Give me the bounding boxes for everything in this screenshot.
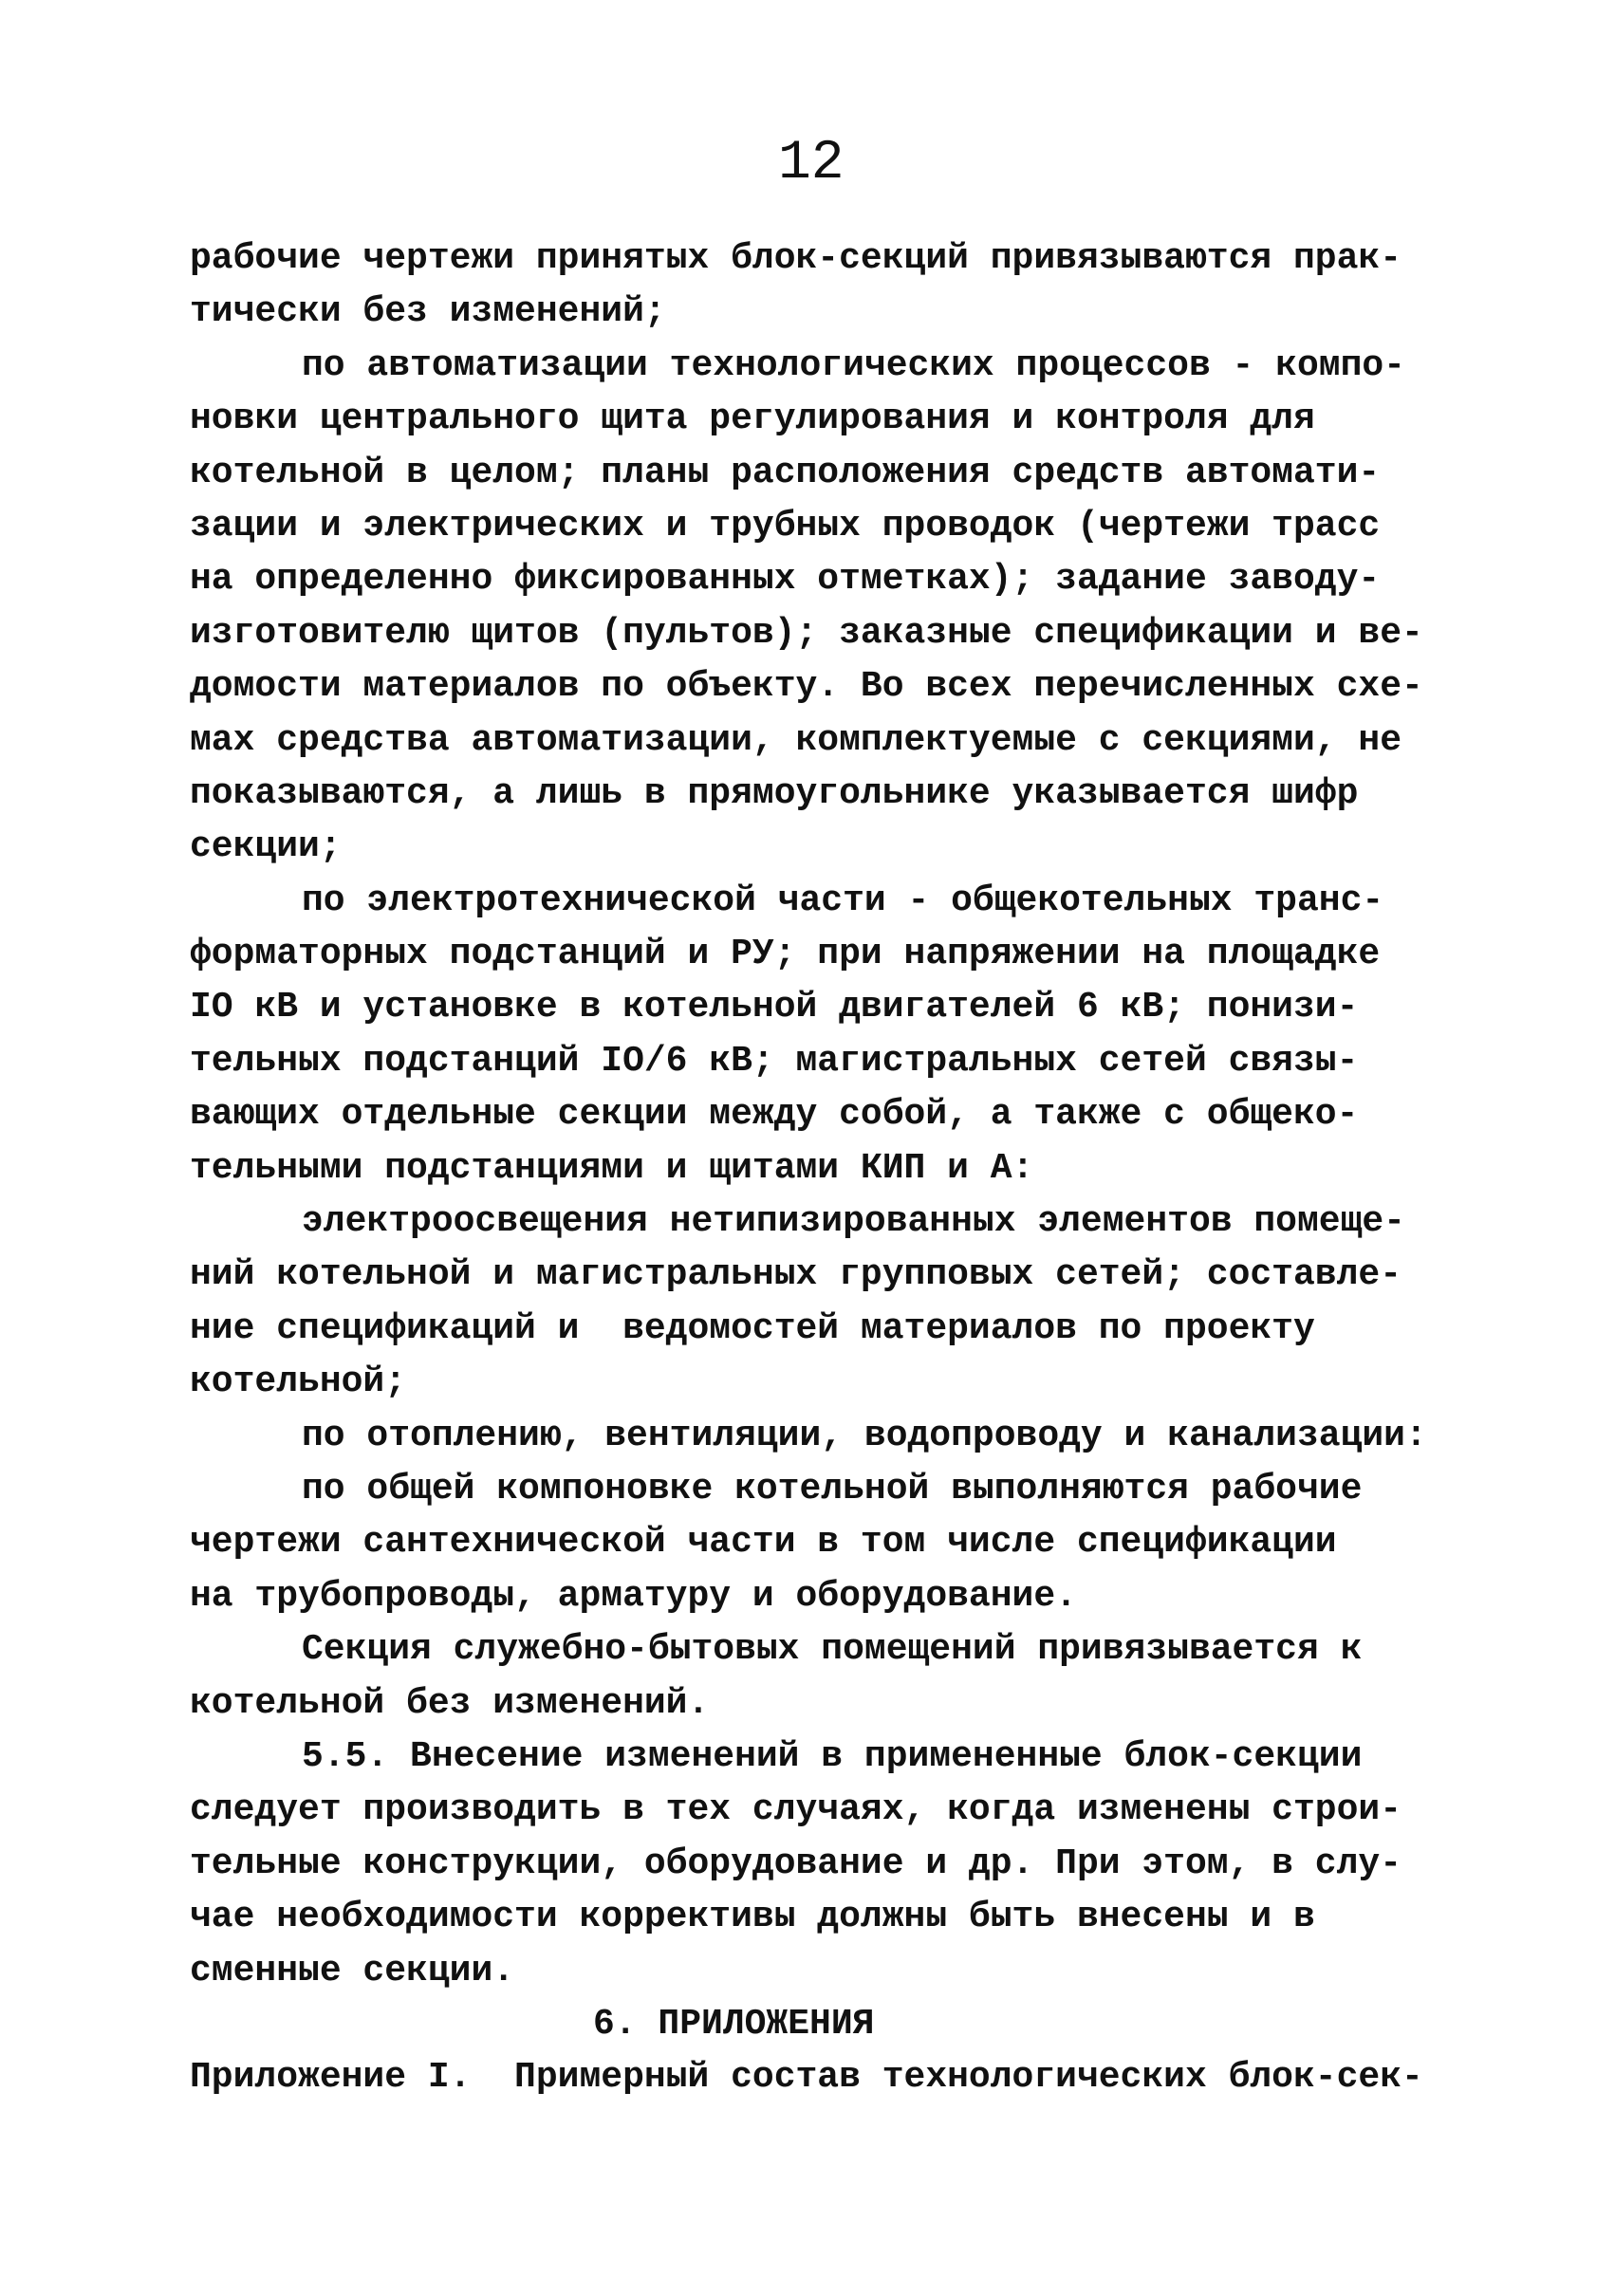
text-line: ний котельной и магистральных групповых сетей; составле-: [190, 1254, 1402, 1296]
text-line: тически без изменений;: [190, 291, 666, 333]
text-line: по автоматизации технологических процессов - компо-: [302, 344, 1405, 386]
text-line: следует производить в тех случаях, когда изменены строи-: [190, 1789, 1402, 1831]
text-line: вающих отдельные секции между собой, а также с общеко-: [190, 1094, 1359, 1136]
text-line: на трубопроводы, арматуру и оборудование.: [190, 1575, 1077, 1617]
text-line: чертежи сантехнической части в том числе спецификации: [190, 1522, 1337, 1564]
text-line: изготовителю щитов (пультов); заказные спецификации и ве-: [190, 612, 1423, 654]
text-line: котельной без изменений.: [190, 1682, 710, 1724]
text-line: электроосвещения нетипизированных элементов помеще-: [302, 1201, 1405, 1243]
text-line: котельной;: [190, 1361, 407, 1403]
text-line: по общей компоновке котельной выполняются рабочие: [302, 1468, 1363, 1509]
text-line: показываются, а лишь в прямоугольнике указывается шифр: [190, 772, 1359, 814]
text-line: Секция служебно-бытовых помещений привязывается к: [302, 1629, 1363, 1671]
text-line: секции;: [190, 826, 342, 868]
text-line: 5.5. Внесение изменений в примененные блок-секции: [302, 1735, 1363, 1777]
text-line: по электротехнической части - общекотельных транс-: [302, 880, 1384, 921]
text-line: тельных подстанций IO/6 кВ; магистральных сетей связы-: [190, 1040, 1359, 1082]
text-line: рабочие чертежи принятых блок-секций привязываются прак-: [190, 238, 1402, 279]
text-line: мах средства автоматизации, комплектуемые с секциями, не: [190, 719, 1402, 761]
text-line: IO кВ и установке в котельной двигателей 6 кВ; понизи-: [190, 987, 1359, 1028]
section-heading: 6. ПРИЛОЖЕНИЯ: [593, 2003, 875, 2045]
text-line: новки центрального щита регулирования и контроля для: [190, 398, 1315, 440]
text-line: форматорных подстанций и РУ; при напряжении на площадке: [190, 934, 1381, 975]
text-line: тельные конструкции, оборудование и др. При этом, в слу-: [190, 1842, 1402, 1884]
text-line: ние спецификаций и ведомостей материалов по проекту: [190, 1307, 1315, 1349]
text-line: котельной в целом; планы расположения средств автомати-: [190, 452, 1381, 493]
text-line: Приложение I. Примерный состав технологических блок-сек-: [190, 2057, 1423, 2099]
text-line: на определенно фиксированных отметках); задание заводу-: [190, 559, 1381, 601]
page-number: 12: [778, 133, 845, 194]
text-line: зации и электрических и трубных проводок (чертежи трасс: [190, 505, 1381, 546]
body-text: [190, 232, 1461, 2105]
text-line: по отоплению, вентиляции, водопроводу и канализации:: [302, 1415, 1427, 1456]
text-line: домости материалов по объекту. Во всех перечисленных схе-: [190, 666, 1423, 708]
text-line: тельными подстанциями и щитами КИП и А:: [190, 1147, 1034, 1189]
text-line: чае необходимости коррективы должны быть внесены и в: [190, 1897, 1315, 1938]
text-line: сменные секции.: [190, 1950, 515, 1991]
